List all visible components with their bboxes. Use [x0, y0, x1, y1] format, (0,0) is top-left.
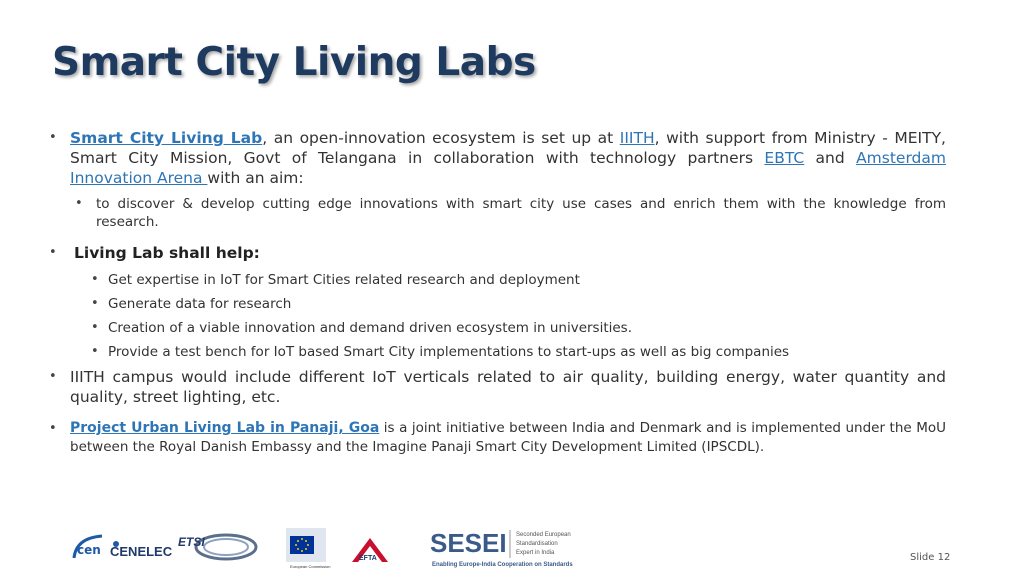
bullet-icon: •	[91, 320, 99, 335]
help-item-text: Get expertise in IoT for Smart Cities related research and deployment	[108, 272, 580, 288]
sub-bullet-text: to discover & develop cutting edge innovations with smart city use cases and enrich them with the knowledge from research.	[96, 196, 946, 230]
link-iiith[interactable]: IIITH	[619, 129, 655, 147]
efta-logo-text: EFTA	[359, 555, 377, 562]
etsi-logo	[178, 532, 258, 566]
sesei-logo	[430, 526, 600, 574]
bullet-icon: •	[91, 272, 99, 287]
efta-logo	[350, 536, 390, 568]
european-commission-logo	[276, 524, 336, 576]
sesei-tag-line1: Seconded European	[516, 532, 571, 538]
bullet-icon: •	[49, 421, 57, 436]
cenelec-logo-text: CENELEC	[110, 544, 173, 559]
help-item	[88, 319, 946, 337]
sesei-logo-text: SESEI	[430, 528, 507, 558]
slide-content	[46, 128, 946, 464]
bullet-panaji-project	[46, 419, 946, 457]
slide-number: Slide 12	[910, 552, 951, 563]
sesei-tag-line2: Standardisation	[516, 541, 558, 547]
bullet-smart-city-living-lab	[46, 128, 946, 188]
sub-bullet-aim	[72, 195, 946, 231]
sesei-tagline: Enabling Europe-India Cooperation on Standards	[432, 562, 573, 568]
bullet-text: and	[804, 149, 857, 167]
bullet-iiith-campus	[46, 367, 946, 407]
bullet-icon: •	[49, 369, 57, 384]
partner-logos	[70, 522, 610, 572]
bullet-text: with an aim:	[207, 169, 304, 187]
bullet-icon: •	[75, 196, 83, 211]
bullet-text: IIITH campus would include different IoT verticals related to air quality, building energy, water quantity and quality, street lighting, etc.	[70, 368, 946, 406]
cen-logo	[72, 534, 106, 566]
link-project-urban-living-lab[interactable]: Project Urban Living Lab in Panaji, Goa	[70, 420, 380, 436]
cen-logo-text: cen	[77, 543, 101, 557]
link-ebtc[interactable]: EBTC	[764, 149, 805, 167]
slide-title: Smart City Living Labs	[52, 40, 536, 85]
help-item-text: Creation of a viable innovation and demand driven ecosystem in universities.	[108, 320, 633, 336]
sesei-tag-line3: Expert in India	[516, 550, 555, 556]
bullet-living-lab-help	[46, 243, 946, 263]
help-item	[88, 343, 946, 361]
bullet-heading: Living Lab shall help:	[74, 244, 260, 262]
etsi-logo-text: ETSI	[178, 535, 205, 549]
link-smart-city-living-lab[interactable]: Smart City Living Lab	[70, 129, 263, 147]
bullet-text: , an open-innovation ecosystem is set up at	[262, 129, 620, 147]
link-amsterdam-innovation-arena[interactable]: Amsterdam Innovation Arena	[70, 149, 946, 187]
help-item	[88, 271, 946, 289]
help-item-text: Provide a test bench for IoT based Smart City implementations to start-ups as well as big companies	[108, 344, 790, 360]
cenelec-logo	[110, 536, 174, 566]
help-item	[88, 295, 946, 313]
ec-logo-text: European Commission	[290, 564, 331, 569]
bullet-text: , with support from Ministry - MEITY, Smart City Mission, Govt of Telangana in collaboration with technology partners	[70, 129, 946, 167]
bullet-icon: •	[91, 344, 99, 359]
bullet-text: is a joint initiative between India and Denmark and is implemented under the MoU between the Royal Danish Embassy and the Imagine Panaji Smart City Development Limited (IPSCDL).	[70, 420, 946, 455]
bullet-icon: •	[49, 130, 57, 145]
bullet-icon: •	[49, 245, 57, 260]
bullet-icon: •	[91, 296, 99, 311]
help-item-text: Generate data for research	[108, 296, 292, 312]
